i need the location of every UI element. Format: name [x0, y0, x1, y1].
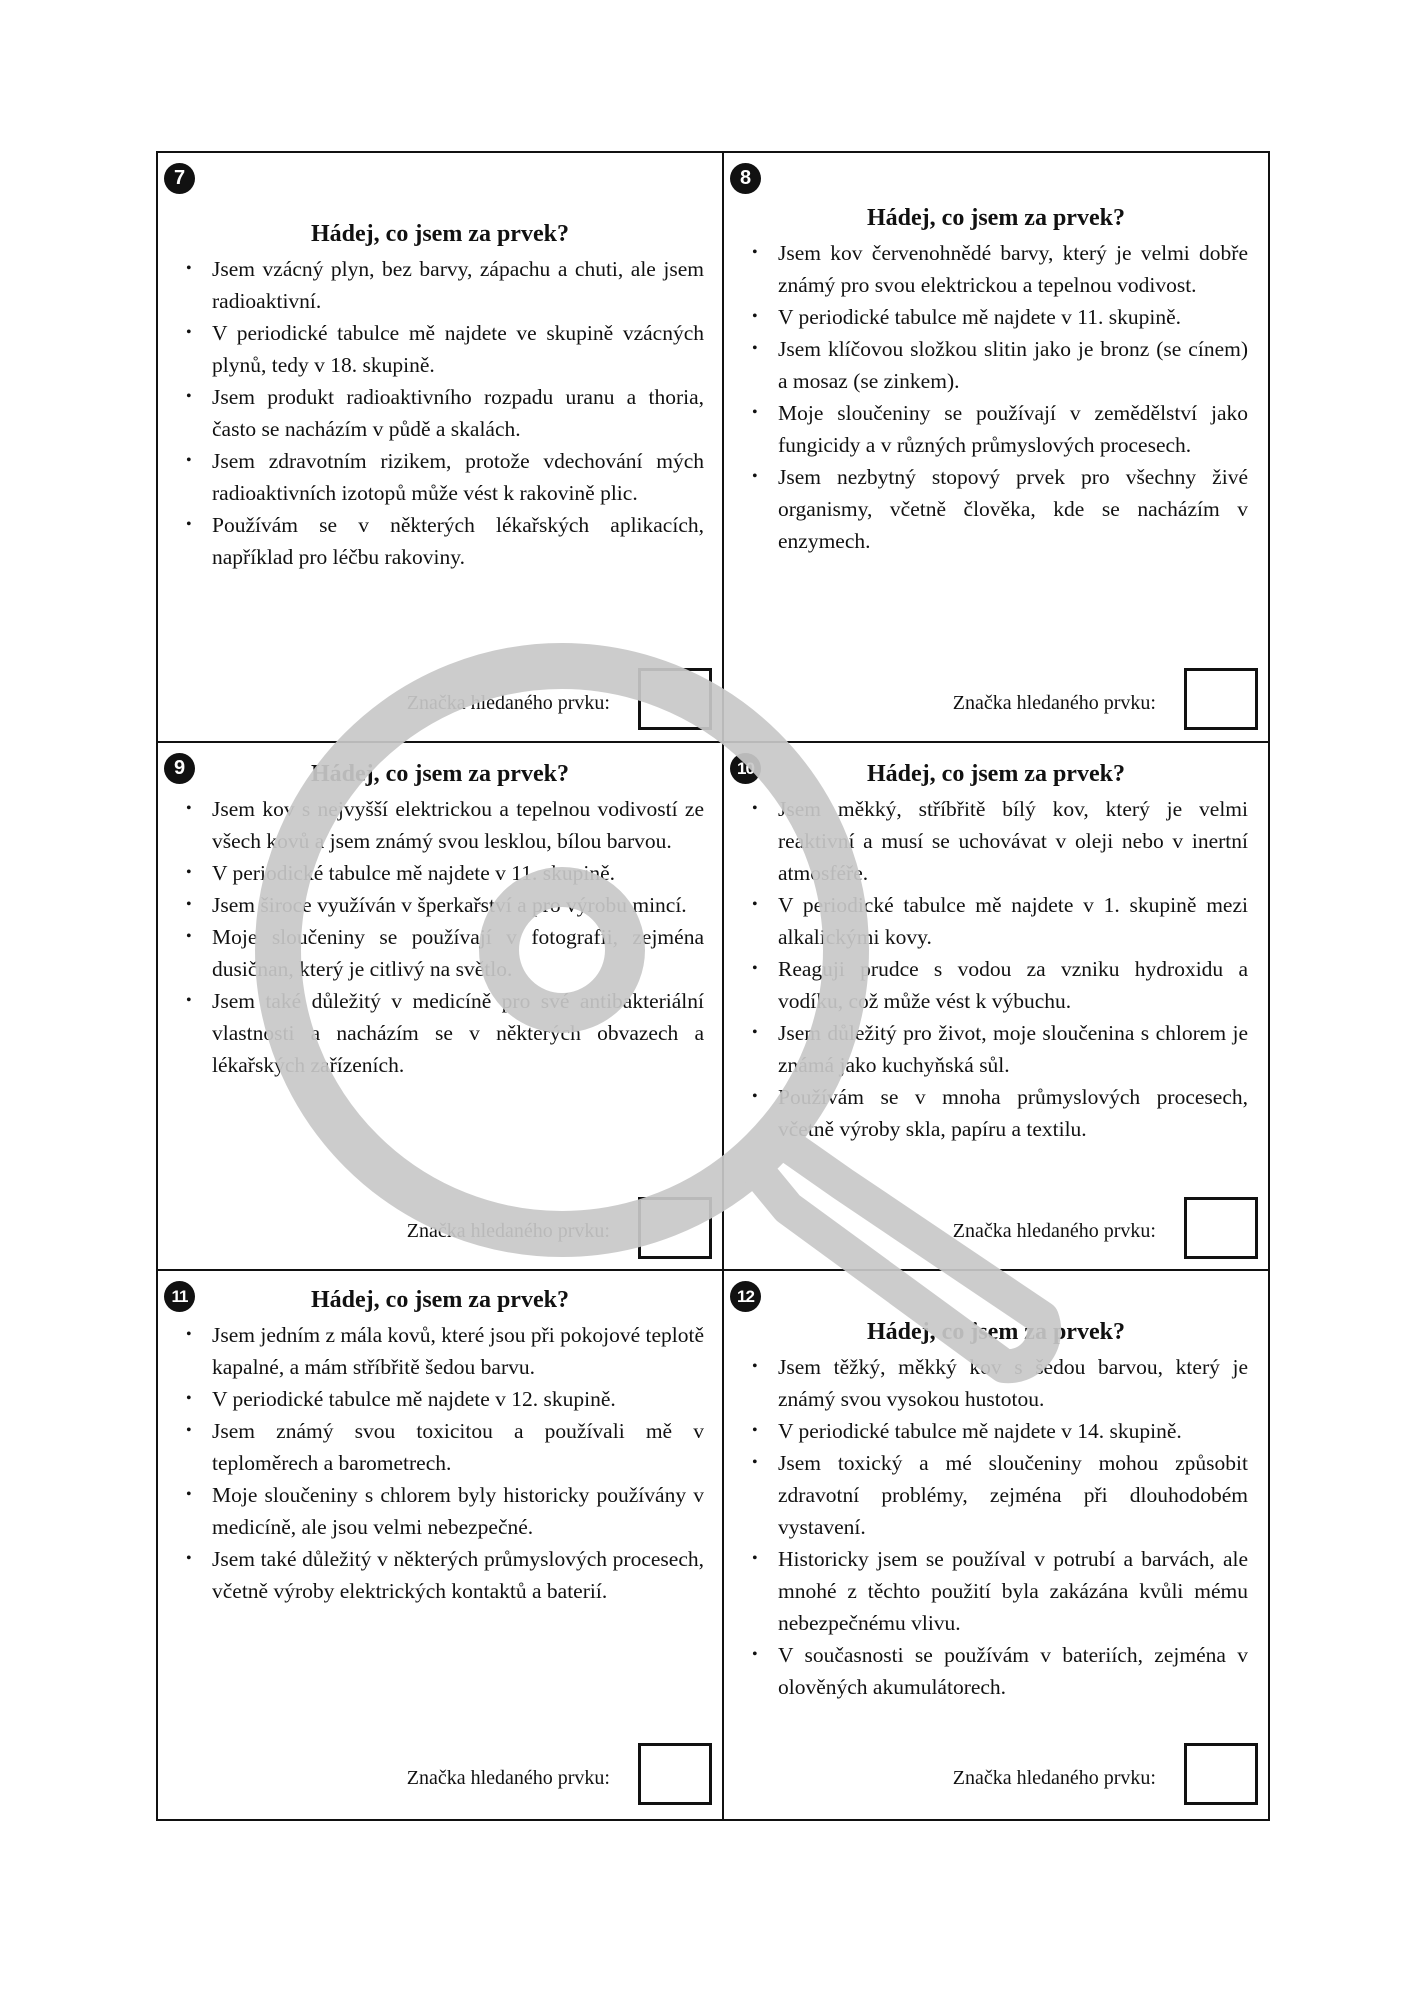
- clue-item: • V periodické tabulce mě najdete v 12. skupině.: [212, 1383, 704, 1415]
- clue-item: • Jsem známý svou toxicitou a používali mě v teploměrech a barometrech.: [212, 1415, 704, 1479]
- card-number-badge: 8: [730, 163, 761, 194]
- card-number-badge: 7: [164, 163, 195, 194]
- answer-label: Značka hledaného prvku:: [952, 692, 1156, 714]
- card-10: [724, 743, 1268, 1271]
- clue-item: • Historicky jsem se používal v potrubí a barvách, ale mnohé z těchto použití byla zakázána kvůli mému nebezpečnému vlivu.: [778, 1543, 1248, 1639]
- clue-item: • Jsem měkký, stříbřitě bílý kov, který je velmi reaktivní a musí se uchovávat v oleji nebo v inertní atmosféře.: [778, 793, 1248, 889]
- clue-item: • Jsem kov červenohnědé barvy, který je velmi dobře známý pro svou elektrickou a tepelnou vodivost.: [778, 237, 1248, 301]
- answer-label: Značka hledaného prvku:: [406, 692, 610, 714]
- clue-item: • V periodické tabulce mě najdete v 14. skupině.: [778, 1415, 1248, 1447]
- clue-item: • Jsem klíčovou složkou slitin jako je bronz (se cínem) a mosaz (se zinkem).: [778, 333, 1248, 397]
- answer-box[interactable]: [638, 1743, 712, 1805]
- answer-box[interactable]: [638, 1197, 712, 1259]
- clue-item: • Jsem nezbytný stopový prvek pro všechny živé organismy, včetně člověka, kde se nacházím v enzymech.: [778, 461, 1248, 557]
- card-number-badge: 11: [164, 1281, 195, 1312]
- card-9: [158, 743, 724, 1271]
- clue-item: • Jsem také důležitý v některých průmyslových procesech, včetně výroby elektrických kontaktů a baterií.: [212, 1543, 704, 1607]
- clue-item: • Jsem jedním z mála kovů, které jsou při pokojové teplotě kapalné, a mám stříbřitě šedou barvu.: [212, 1319, 704, 1383]
- card-7: [158, 153, 724, 743]
- clue-item: • V periodické tabulce mě najdete v 11. skupině.: [212, 857, 704, 889]
- clue-item: • Jsem široce využíván v šperkařství a pro výrobu mincí.: [212, 889, 704, 921]
- answer-label: Značka hledaného prvku:: [406, 1767, 610, 1789]
- clue-item: • Jsem důležitý pro život, moje sloučenina s chlorem je známá jako kuchyňská sůl.: [778, 1017, 1248, 1081]
- card-title: Hádej, co jsem za prvek?: [311, 221, 569, 247]
- card-number-badge: 10: [730, 753, 761, 784]
- card-number-badge: 12: [730, 1281, 761, 1312]
- answer-label: Značka hledaného prvku:: [406, 1220, 610, 1242]
- clue-list: [212, 253, 704, 573]
- clue-item: • V současnosti se používám v bateriích, zejména v olověných akumulátorech.: [778, 1639, 1248, 1703]
- clue-list: [778, 237, 1248, 557]
- clue-item: • Jsem vzácný plyn, bez barvy, zápachu a chuti, ale jsem radioaktivní.: [212, 253, 704, 317]
- clue-item: • V periodické tabulce mě najdete ve skupině vzácných plynů, tedy v 18. skupině.: [212, 317, 704, 381]
- card-12: [724, 1271, 1268, 1819]
- answer-label: Značka hledaného prvku:: [952, 1220, 1156, 1242]
- clue-item: • V periodické tabulce mě najdete v 11. skupině.: [778, 301, 1248, 333]
- clue-list: [778, 793, 1248, 1145]
- clue-item: • Moje sloučeniny s chlorem byly historicky používány v medicíně, ale jsou velmi nebezpečné.: [212, 1479, 704, 1543]
- clue-item: • Reaguji prudce s vodou za vzniku hydroxidu a vodíku, což může vést k výbuchu.: [778, 953, 1248, 1017]
- card-title: Hádej, co jsem za prvek?: [311, 1287, 569, 1313]
- clue-item: • Moje sloučeniny se používají v zemědělství jako fungicidy a v různých průmyslových procesech.: [778, 397, 1248, 461]
- clue-list: [212, 793, 704, 1081]
- card-number-badge: 9: [164, 753, 195, 784]
- clue-item: • Jsem toxický a mé sloučeniny mohou způsobit zdravotní problémy, zejména při dlouhodobém vystavení.: [778, 1447, 1248, 1543]
- clue-item: • Jsem zdravotním rizikem, protože vdechování mých radioaktivních izotopů může vést k rakovině plic.: [212, 445, 704, 509]
- card-title: Hádej, co jsem za prvek?: [311, 761, 569, 787]
- clue-item: • Jsem těžký, měkký kov s šedou barvou, který je známý svou vysokou hustotou.: [778, 1351, 1248, 1415]
- clue-list: [778, 1351, 1248, 1703]
- card-grid: [156, 151, 1270, 1821]
- clue-item: • Jsem produkt radioaktivního rozpadu uranu a thoria, často se nacházím v půdě a skalách.: [212, 381, 704, 445]
- answer-label: Značka hledaného prvku:: [952, 1767, 1156, 1789]
- card-title: Hádej, co jsem za prvek?: [867, 761, 1125, 787]
- card-8: [724, 153, 1268, 743]
- clue-item: • Používám se v mnoha průmyslových procesech, včetně výroby skla, papíru a textilu.: [778, 1081, 1248, 1145]
- clue-item: • Používám se v některých lékařských aplikacích, například pro léčbu rakoviny.: [212, 509, 704, 573]
- clue-item: • Jsem také důležitý v medicíně pro své antibakteriální vlastnosti a nacházím se v některých obvazech a lékařských zařízeních.: [212, 985, 704, 1081]
- clue-list: [212, 1319, 704, 1607]
- answer-box[interactable]: [1184, 1743, 1258, 1805]
- card-11: [158, 1271, 724, 1819]
- answer-box[interactable]: [1184, 1197, 1258, 1259]
- answer-box[interactable]: [1184, 668, 1258, 730]
- clue-item: • V periodické tabulce mě najdete v 1. skupině mezi alkalickými kovy.: [778, 889, 1248, 953]
- clue-item: • Jsem kov s nejvyšší elektrickou a tepelnou vodivostí ze všech kovů a jsem známý svou lesklou, bílou barvou.: [212, 793, 704, 857]
- answer-box[interactable]: [638, 668, 712, 730]
- clue-item: • Moje sloučeniny se používají v fotografii, zejména dusičnan, který je citlivý na světlo.: [212, 921, 704, 985]
- card-title: Hádej, co jsem za prvek?: [867, 1319, 1125, 1345]
- card-title: Hádej, co jsem za prvek?: [867, 205, 1125, 231]
